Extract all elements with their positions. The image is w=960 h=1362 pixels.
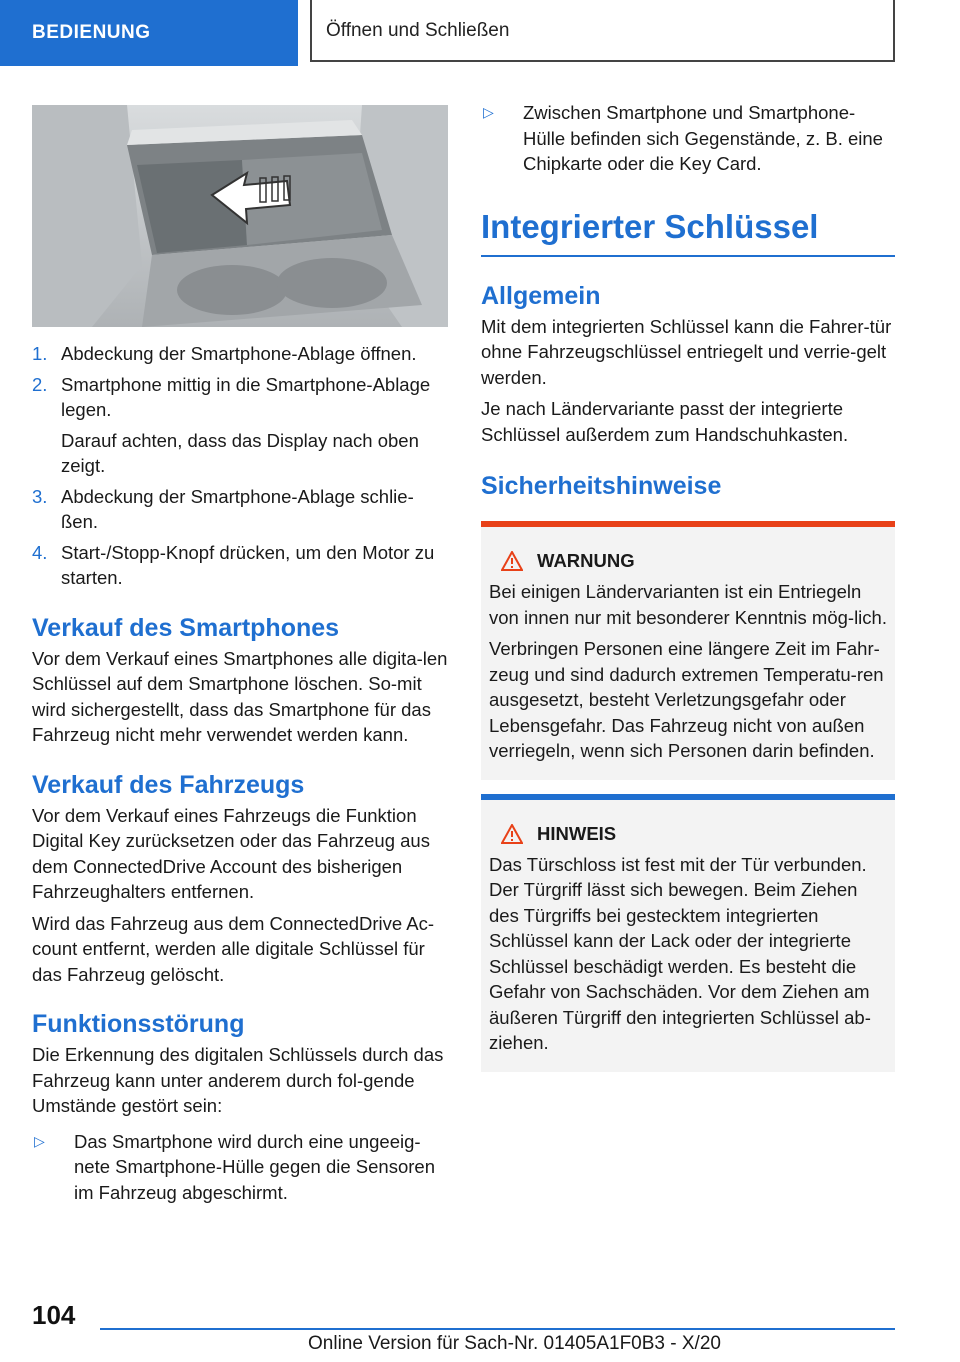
warning-box bbox=[481, 521, 895, 780]
paragraph-verkauf-fahrzeugs-2: Wird das Fahrzeug aus dem ConnectedDrive Ac-count entfernt, werden alle digitale Schlüssel für das Fahrzeug gelöscht. bbox=[32, 912, 435, 985]
right-column bbox=[481, 100, 895, 1072]
step-number: 4. bbox=[32, 541, 48, 563]
warning-text-2: Verbringen Personen eine längere Zeit im Fahr-zeug und sind dadurch extremen Temperatu-ren ausgesetzt, besteht Verletzungsgefahr oder Lebensgefahr. Das Fahrzeug nicht von außen verriegeln, wenn sich Personen darin befinden. bbox=[489, 638, 884, 761]
heading-underline bbox=[481, 255, 895, 257]
page-number: 104 bbox=[32, 1300, 76, 1330]
warning-text-1: Bei einigen Ländervarianten ist ein Entriegeln von innen nur mit besonderer Kenntnis mög-lich. bbox=[489, 581, 887, 628]
page-header bbox=[0, 0, 960, 66]
footer-version-text: Online Version für Sach-Nr. 01405A1F0B3 - X/20 bbox=[308, 1333, 721, 1354]
section-label: BEDIENUNG bbox=[0, 0, 298, 66]
bullet-list bbox=[32, 1129, 448, 1206]
step-list bbox=[32, 341, 448, 591]
warning-title bbox=[489, 549, 887, 573]
chapter-title: Öffnen und Schließen bbox=[310, 0, 895, 62]
step-text: Abdeckung der Smartphone-Ablage öffnen. bbox=[61, 343, 417, 364]
note-label: HINWEIS bbox=[537, 822, 617, 844]
list-item bbox=[32, 1129, 448, 1206]
step-number: 1. bbox=[32, 343, 48, 364]
bullet-list-continued bbox=[481, 100, 895, 177]
triangle-bullet-icon: ▷ bbox=[483, 104, 494, 120]
paragraph-verkauf-fahrzeugs-1: Vor dem Verkauf eines Fahrzeugs die Funktion Digital Key zurücksetzen oder das Fahrzeug aus dem ConnectedDrive Account des bisherigen Fahrzeughalters entfernen. bbox=[32, 804, 430, 902]
step-item bbox=[32, 540, 448, 591]
bullet-text: Zwischen Smartphone und Smartphone-Hülle befinden sich Gegenstände, z. B. eine Chipkarte oder die Key Card. bbox=[523, 102, 883, 174]
step-number: 3. bbox=[32, 485, 48, 507]
step-subtext: Darauf achten, dass das Display nach oben zeigt. bbox=[61, 429, 419, 476]
step-text: Start-/Stopp-Knopf drücken, um den Motor zu starten. bbox=[61, 541, 435, 588]
step-item bbox=[32, 341, 448, 367]
note-title bbox=[489, 822, 887, 846]
warning-triangle-icon bbox=[501, 551, 523, 571]
step-text: Abdeckung der Smartphone-Ablage schlie-ßen. bbox=[61, 485, 414, 532]
heading-verkauf-fahrzeugs: Verkauf des Fahrzeugs bbox=[32, 770, 305, 799]
step-number: 2. bbox=[32, 373, 48, 395]
note-box bbox=[481, 794, 895, 1072]
list-item bbox=[481, 100, 895, 177]
paragraph-funktionsstoerung: Die Erkennung des digitalen Schlüssels durch das Fahrzeug kann unter anderem durch fol-gende Umstände gestört sein: bbox=[32, 1044, 444, 1116]
warning-triangle-icon bbox=[501, 824, 523, 844]
heading-verkauf-smartphones: Verkauf des Smartphones bbox=[32, 613, 340, 642]
warning-label: WARNUNG bbox=[537, 550, 635, 571]
heading-sicherheitshinweise: Sicherheitshinweise bbox=[481, 472, 722, 500]
smartphone-tray-photo bbox=[32, 105, 448, 327]
step-item bbox=[32, 372, 448, 479]
heading-allgemein: Allgemein bbox=[481, 281, 601, 310]
step-item bbox=[32, 484, 448, 535]
heading-integrierter-schluessel: Integrierter Schlüssel bbox=[481, 207, 819, 245]
bullet-text: Das Smartphone wird durch eine ungeeig-nete Smartphone-Hülle gegen die Sensoren im Fahrzeug abgeschirmt. bbox=[74, 1130, 435, 1203]
step-text: Smartphone mittig in die Smartphone-Ablage legen. bbox=[61, 373, 431, 420]
paragraph-allgemein-1: Mit dem integrierten Schlüssel kann die Fahrer-tür ohne Fahrzeugschlüssel entriegelt und verrie-gelt werden. bbox=[481, 315, 892, 388]
paragraph-allgemein-2: Je nach Ländervariante passt der integrierte Schlüssel außerdem zum Handschuhkasten. bbox=[481, 398, 849, 445]
note-text: Das Türschloss ist fest mit der Tür verbunden. Der Türgriff lässt sich bewegen. Beim Ziehen des Türgriffs bei gestecktem integrierten Schlüssel kann der Lack oder der integrierte Schlüssel beschädigt werden. Es besteht die Gefahr von Sachschäden. Vor dem Ziehen am äußeren Türgriff den integrierten Schlüssel ab-ziehen. bbox=[489, 853, 871, 1053]
triangle-bullet-icon: ▷ bbox=[34, 1132, 45, 1149]
paragraph-verkauf-smartphones: Vor dem Verkauf eines Smartphones alle digita-len Schlüssel auf dem Smartphone löschen. So-mit wird sichergestellt, dass das Smartphone für das Fahrzeug nicht mehr verwendet werden kann. bbox=[32, 647, 448, 745]
footer-rule bbox=[100, 1328, 895, 1330]
left-column bbox=[32, 105, 448, 1205]
heading-funktionsstoerung: Funktionsstörung bbox=[32, 1010, 245, 1038]
